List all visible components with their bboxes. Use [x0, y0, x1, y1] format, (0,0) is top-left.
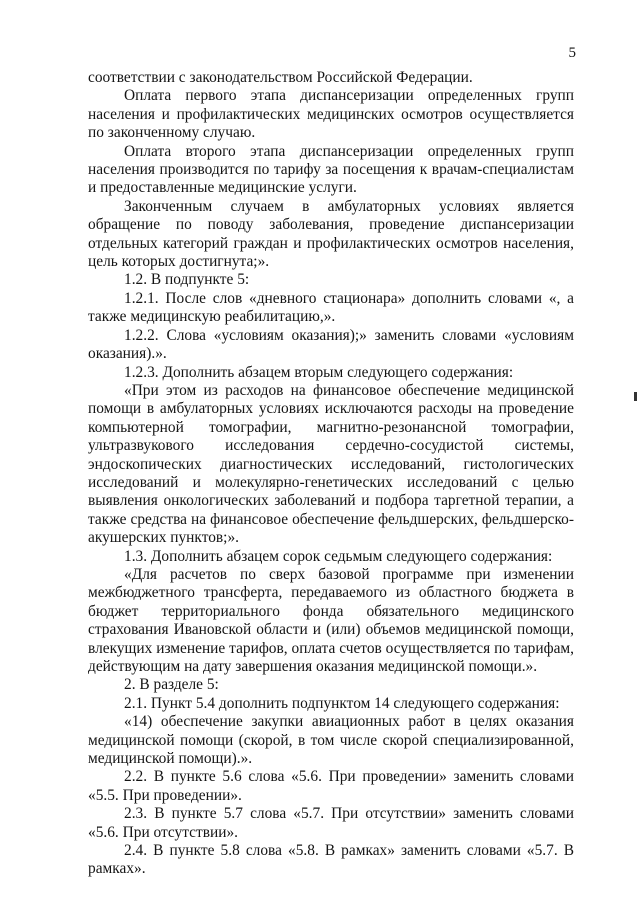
paragraph-item-2-2: 2.2. В пункте 5.6 слова «5.6. При проведении» заменить словами «5.5. При проведении».	[88, 768, 574, 804]
document-body	[88, 69, 574, 879]
page-number: 5	[568, 45, 576, 61]
paragraph-item-1-2-1: 1.2.1. После слов «дневного стационара» дополнить словами «, а также медицинскую реабилитацию,».	[88, 289, 574, 326]
paragraph-quote-calculations: «Для расчетов по сверх базовой программе при изменении межбюджетного трансферта, передаваемого из областного бюджета в бюджет территориального фонда обязательного медицинского страхования Ивановской области и (или) объемов медицинской помощи, влекущих изменение тарифов, оплата счетов осуществляется по тарифам, действующим на дату завершения оказания медицинской помощи.».	[88, 565, 574, 675]
paragraph-second-stage-payment: Оплата второго этапа диспансеризации определенных групп населения производится по тарифу за посещения к врачам-специалистам и предоставленные медицинские услуги.	[88, 142, 574, 197]
margin-mark	[634, 392, 637, 401]
paragraph-item-1-3: 1.3. Дополнить абзацем сорок седьмым следующего содержания:	[124, 547, 553, 565]
paragraph-item-1-2: 1.2. В подпункте 5:	[124, 271, 250, 289]
paragraph-item-2: 2. В разделе 5:	[124, 676, 219, 694]
paragraph-first-stage-payment: Оплата первого этапа диспансеризации определенных групп населения и профилактических медицинских осмотров осуществляется по законченному случаю.	[88, 87, 574, 142]
paragraph-completed-case: Законченным случаем в амбулаторных условиях является обращение по поводу заболевания, проведение диспансеризации отдельных категорий граждан и профилактических осмотров населения, цель которых достигнута;».	[88, 197, 574, 271]
paragraph-item-2-1: 2.1. Пункт 5.4 дополнить подпунктом 14 следующего содержания:	[124, 694, 560, 712]
paragraph-item-1-2-2: 1.2.2. Слова «условиям оказания);» заменить словами «условиям оказания).».	[88, 326, 574, 363]
paragraph-continuation: соответствии с законодательством Российской Федерации.	[88, 69, 473, 86]
paragraph-item-2-4: 2.4. В пункте 5.8 слова «5.8. В рамках» заменить словами «5.7. В рамках».	[88, 842, 574, 878]
paragraph-quote-aviation: «14) обеспечение закупки авиационных работ в целях оказания медицинской помощи (скорой, в том числе скорой специализированной, медицинской помощи).».	[88, 713, 574, 768]
paragraph-item-2-3: 2.3. В пункте 5.7 слова «5.7. При отсутствии» заменить словами «5.6. При отсутствии».	[88, 805, 574, 841]
paragraph-quote-outpatient: «При этом из расходов на финансовое обеспечение медицинской помощи в амбулаторных условиях исключаются расходы на проведение компьютерной томографии, магнитно-резонансной томографии, ультразвукового исследования сердечно-сосудистой системы, эндоскопических диагностических исследований, гистологических исследований и молекулярно-генетических исследований с целью выявления онкологических заболеваний и подбора таргетной терапии, а также средства на финансовое обеспечение фельдшерских, фельдшерско-акушерских пунктов;».	[88, 381, 574, 547]
paragraph-item-1-2-3: 1.2.3. Дополнить абзацем вторым следующего содержания:	[124, 363, 514, 381]
